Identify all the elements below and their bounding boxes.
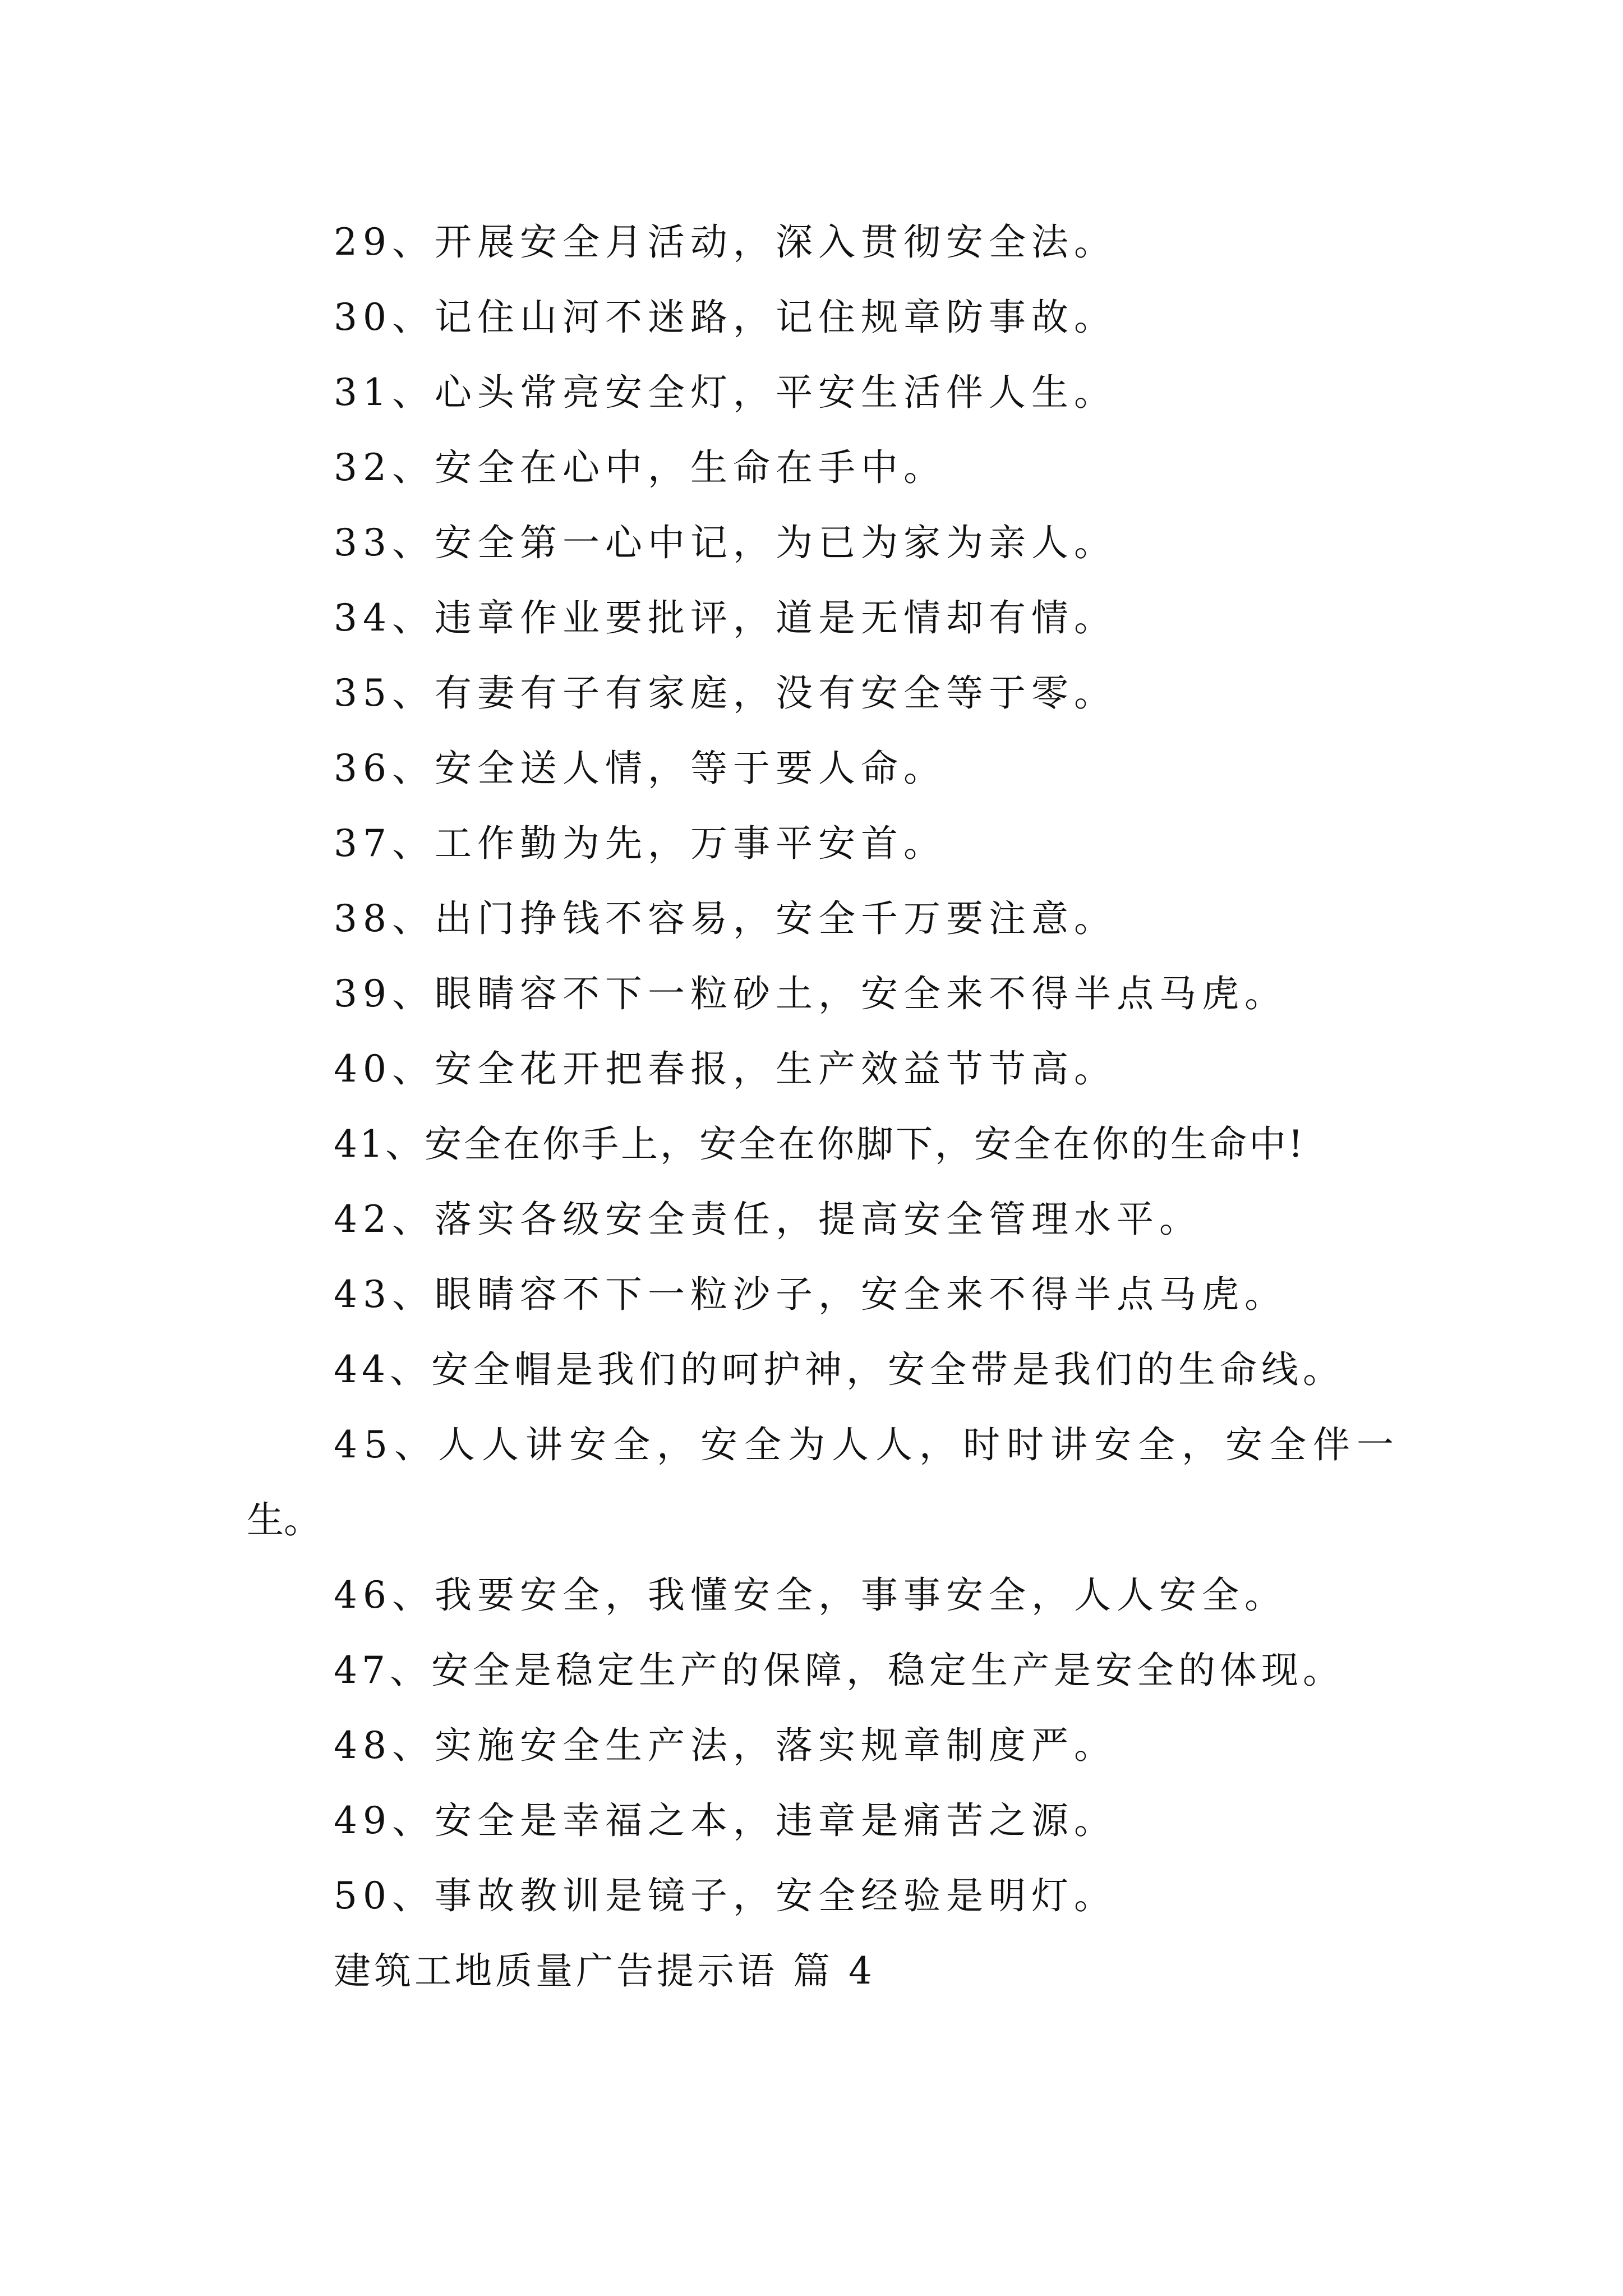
slogan-38: 38、出门挣钱不容易，安全千万要注意。 — [334, 897, 1117, 940]
slogan-44: 44、安全帽是我们的呵护神，安全带是我们的生命线。 — [334, 1348, 1344, 1391]
slogan-47: 47、安全是稳定生产的保障，稳定生产是安全的体现。 — [334, 1649, 1344, 1692]
slogan-39: 39、眼睛容不下一粒砂土，安全来不得半点马虎。 — [334, 972, 1287, 1015]
slogan-33: 33、安全第一心中记，为已为家为亲人。 — [334, 521, 1117, 564]
slogan-48: 48、实施安全生产法，落实规章制度严。 — [334, 1724, 1117, 1767]
slogan-29: 29、开展安全月活动，深入贯彻安全法。 — [334, 220, 1117, 264]
slogan-30: 30、记住山河不迷路，记住规章防事故。 — [334, 296, 1117, 339]
slogan-40: 40、安全花开把春报，生产效益节节高。 — [334, 1047, 1117, 1091]
slogan-45: 45、人人讲安全，安全为人人，时时讲安全，安全伴一 — [334, 1423, 1400, 1466]
slogan-45-continuation: 生。 — [247, 1498, 321, 1542]
slogan-49: 49、安全是幸福之本，违章是痛苦之源。 — [334, 1799, 1117, 1842]
slogan-37: 37、工作勤为先，万事平安首。 — [334, 822, 946, 865]
slogan-43: 43、眼睛容不下一粒沙子，安全来不得半点马虎。 — [334, 1273, 1287, 1316]
slogan-34: 34、违章作业要批评，道是无情却有情。 — [334, 596, 1117, 639]
slogan-35: 35、有妻有子有家庭，没有安全等于零。 — [334, 671, 1117, 715]
slogan-32: 32、安全在心中，生命在手中。 — [334, 446, 946, 489]
slogan-41: 41、安全在你手上，安全在你脚下，安全在你的生命中! — [334, 1122, 1306, 1166]
slogan-50: 50、事故教训是镜子，安全经验是明灯。 — [334, 1874, 1117, 1917]
slogan-36: 36、安全送人情，等于要人命。 — [334, 747, 946, 790]
section-heading: 建筑工地质量广告提示语 篇 4 — [334, 1949, 875, 1993]
slogan-31: 31、心头常亮安全灯，平安生活伴人生。 — [334, 371, 1117, 414]
slogan-46: 46、我要安全，我懂安全，事事安全，人人安全。 — [334, 1573, 1287, 1617]
slogan-42: 42、落实各级安全责任，提高安全管理水平。 — [334, 1198, 1202, 1241]
